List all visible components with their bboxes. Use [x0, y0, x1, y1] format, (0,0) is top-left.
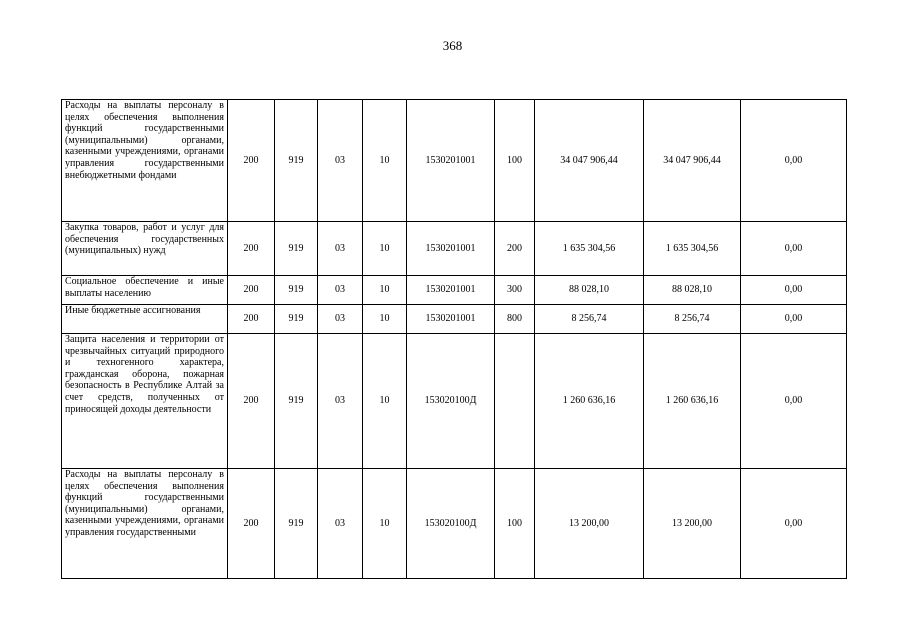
expense-name-cell: Расходы на выплаты персоналу в целях обеспечения выполнения функций государственными (муниципальными) органами, казенными учреждениями, органами управления государственными	[62, 469, 228, 579]
ministry-code-cell: 919	[275, 469, 318, 579]
target-article-cell: 1530201001	[407, 276, 495, 305]
section-code-cell: 03	[318, 100, 363, 222]
expense-name-cell: Закупка товаров, работ и услуг для обеспечения государственных (муниципальных) нужд	[62, 222, 228, 276]
admin-code-cell: 200	[228, 334, 275, 469]
executed-amount-cell: 13 200,00	[644, 469, 741, 579]
planned-amount-cell: 13 200,00	[535, 469, 644, 579]
expense-type-cell: 300	[495, 276, 535, 305]
subsection-code-cell: 10	[363, 469, 407, 579]
executed-amount-cell: 1 260 636,16	[644, 334, 741, 469]
table-row	[62, 469, 847, 579]
table-row	[62, 276, 847, 305]
ministry-code-cell: 919	[275, 334, 318, 469]
admin-code-cell: 200	[228, 222, 275, 276]
expense-type-cell: 200	[495, 222, 535, 276]
expense-name-cell: Расходы на выплаты персоналу в целях обеспечения выполнения функций государственными (муниципальными) органами, казенными учреждениями, органами управления государственными внебюджетными фондами	[62, 100, 228, 222]
table-row	[62, 334, 847, 469]
target-article-cell: 1530201001	[407, 222, 495, 276]
table-row	[62, 222, 847, 276]
expense-name-cell: Иные бюджетные ассигнования	[62, 305, 228, 334]
ministry-code-cell: 919	[275, 222, 318, 276]
target-article-cell: 153020100Д	[407, 334, 495, 469]
remainder-amount-cell: 0,00	[741, 305, 847, 334]
admin-code-cell: 200	[228, 469, 275, 579]
section-code-cell: 03	[318, 276, 363, 305]
ministry-code-cell: 919	[275, 305, 318, 334]
section-code-cell: 03	[318, 222, 363, 276]
expense-type-cell: 100	[495, 469, 535, 579]
remainder-amount-cell: 0,00	[741, 469, 847, 579]
budget-execution-table	[61, 99, 847, 579]
planned-amount-cell: 8 256,74	[535, 305, 644, 334]
section-code-cell: 03	[318, 334, 363, 469]
remainder-amount-cell: 0,00	[741, 222, 847, 276]
expense-type-cell: 800	[495, 305, 535, 334]
subsection-code-cell: 10	[363, 100, 407, 222]
executed-amount-cell: 88 028,10	[644, 276, 741, 305]
section-code-cell: 03	[318, 469, 363, 579]
subsection-code-cell: 10	[363, 305, 407, 334]
expense-name-cell: Социальное обеспечение и иные выплаты населению	[62, 276, 228, 305]
remainder-amount-cell: 0,00	[741, 334, 847, 469]
remainder-amount-cell: 0,00	[741, 276, 847, 305]
subsection-code-cell: 10	[363, 222, 407, 276]
subsection-code-cell: 10	[363, 276, 407, 305]
executed-amount-cell: 1 635 304,56	[644, 222, 741, 276]
executed-amount-cell: 34 047 906,44	[644, 100, 741, 222]
planned-amount-cell: 1 260 636,16	[535, 334, 644, 469]
ministry-code-cell: 919	[275, 100, 318, 222]
planned-amount-cell: 1 635 304,56	[535, 222, 644, 276]
target-article-cell: 153020100Д	[407, 469, 495, 579]
admin-code-cell: 200	[228, 305, 275, 334]
ministry-code-cell: 919	[275, 276, 318, 305]
subsection-code-cell: 10	[363, 334, 407, 469]
table-row	[62, 305, 847, 334]
admin-code-cell: 200	[228, 100, 275, 222]
table-row	[62, 100, 847, 222]
planned-amount-cell: 88 028,10	[535, 276, 644, 305]
target-article-cell: 1530201001	[407, 305, 495, 334]
expense-name-cell: Защита населения и территории от чрезвычайных ситуаций природного и техногенного характера, гражданская оборона, пожарная безопасность в Республике Алтай за счет средств, полученных от приносящей доходы деятельности	[62, 334, 228, 469]
section-code-cell: 03	[318, 305, 363, 334]
executed-amount-cell: 8 256,74	[644, 305, 741, 334]
target-article-cell: 1530201001	[407, 100, 495, 222]
page-number: 368	[442, 38, 463, 53]
admin-code-cell: 200	[228, 276, 275, 305]
expense-type-cell	[495, 334, 535, 469]
remainder-amount-cell: 0,00	[741, 100, 847, 222]
expense-type-cell: 100	[495, 100, 535, 222]
planned-amount-cell: 34 047 906,44	[535, 100, 644, 222]
